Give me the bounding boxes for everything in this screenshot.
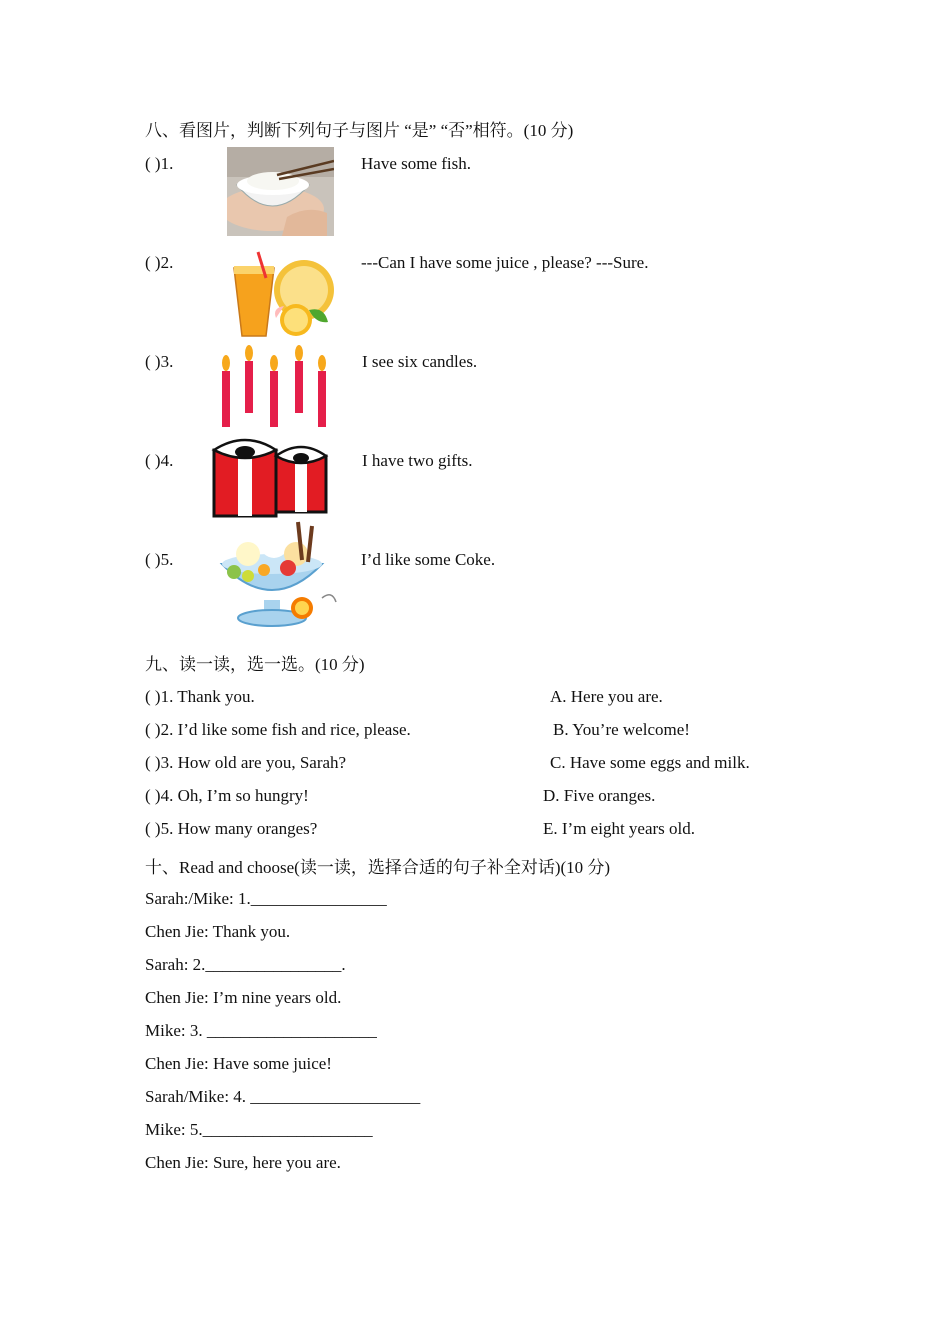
item-number: ( )4. <box>145 451 174 470</box>
question-4: ( )4. Oh, I’m so hungry! <box>145 786 309 805</box>
question-5: ( )5. How many oranges? <box>145 819 318 838</box>
dialogue-line: Chen Jie: I’m nine years old. <box>145 988 342 1007</box>
item-number: ( )1. <box>145 154 174 173</box>
item-sentence: I’d like some Coke. <box>361 550 496 569</box>
dialogue-line: Chen Jie: Have some juice! <box>145 1054 332 1073</box>
answer-b: B. You’re welcome! <box>553 720 690 739</box>
item-sentence: I see six candles. <box>362 352 478 371</box>
orange-juice-icon <box>214 248 334 340</box>
dialogue-line: Sarah:/Mike: 1.________________ <box>145 889 387 908</box>
section9-title: 九、读一读，选一选。(10 分) <box>145 655 365 674</box>
rice-bowl-icon <box>227 147 334 236</box>
gift-boxes-icon <box>210 430 330 520</box>
item-sentence: I have two gifts. <box>362 451 473 470</box>
answer-e: E. I’m eight years old. <box>543 819 696 838</box>
question-3: ( )3. How old are you, Sarah? <box>145 753 347 772</box>
item-sentence: ---Can I have some juice , please? ---Sure. <box>361 253 649 272</box>
answer-a: A. Here you are. <box>550 687 663 706</box>
candles-icon <box>218 343 330 427</box>
section8-title: 八、看图片，判断下列句子与图片 “是” “否”相符。(10 分) <box>145 121 574 140</box>
dialogue-line: Sarah/Mike: 4. ____________________ <box>145 1087 421 1106</box>
answer-c: C. Have some eggs and milk. <box>550 753 750 772</box>
section10-title: 十、Read and choose(读一读，选择合适的句子补全对话)(10 分) <box>145 858 611 877</box>
question-1: ( )1. Thank you. <box>145 687 255 706</box>
dialogue-line: Sarah: 2.________________. <box>145 955 346 974</box>
item-number: ( )3. <box>145 352 174 371</box>
item-sentence: Have some fish. <box>361 154 472 173</box>
answer-d: D. Five oranges. <box>543 786 656 805</box>
item-number: ( )2. <box>145 253 174 272</box>
dialogue-line: Chen Jie: Sure, here you are. <box>145 1153 341 1172</box>
dialogue-line: Chen Jie: Thank you. <box>145 922 291 941</box>
item-number: ( )5. <box>145 550 174 569</box>
dialogue-line: Mike: 5.____________________ <box>145 1120 373 1139</box>
question-2: ( )2. I’d like some fish and rice, please. <box>145 720 411 739</box>
dialogue-line: Mike: 3. ____________________ <box>145 1021 377 1040</box>
ice-cream-sundae-icon <box>218 520 342 630</box>
